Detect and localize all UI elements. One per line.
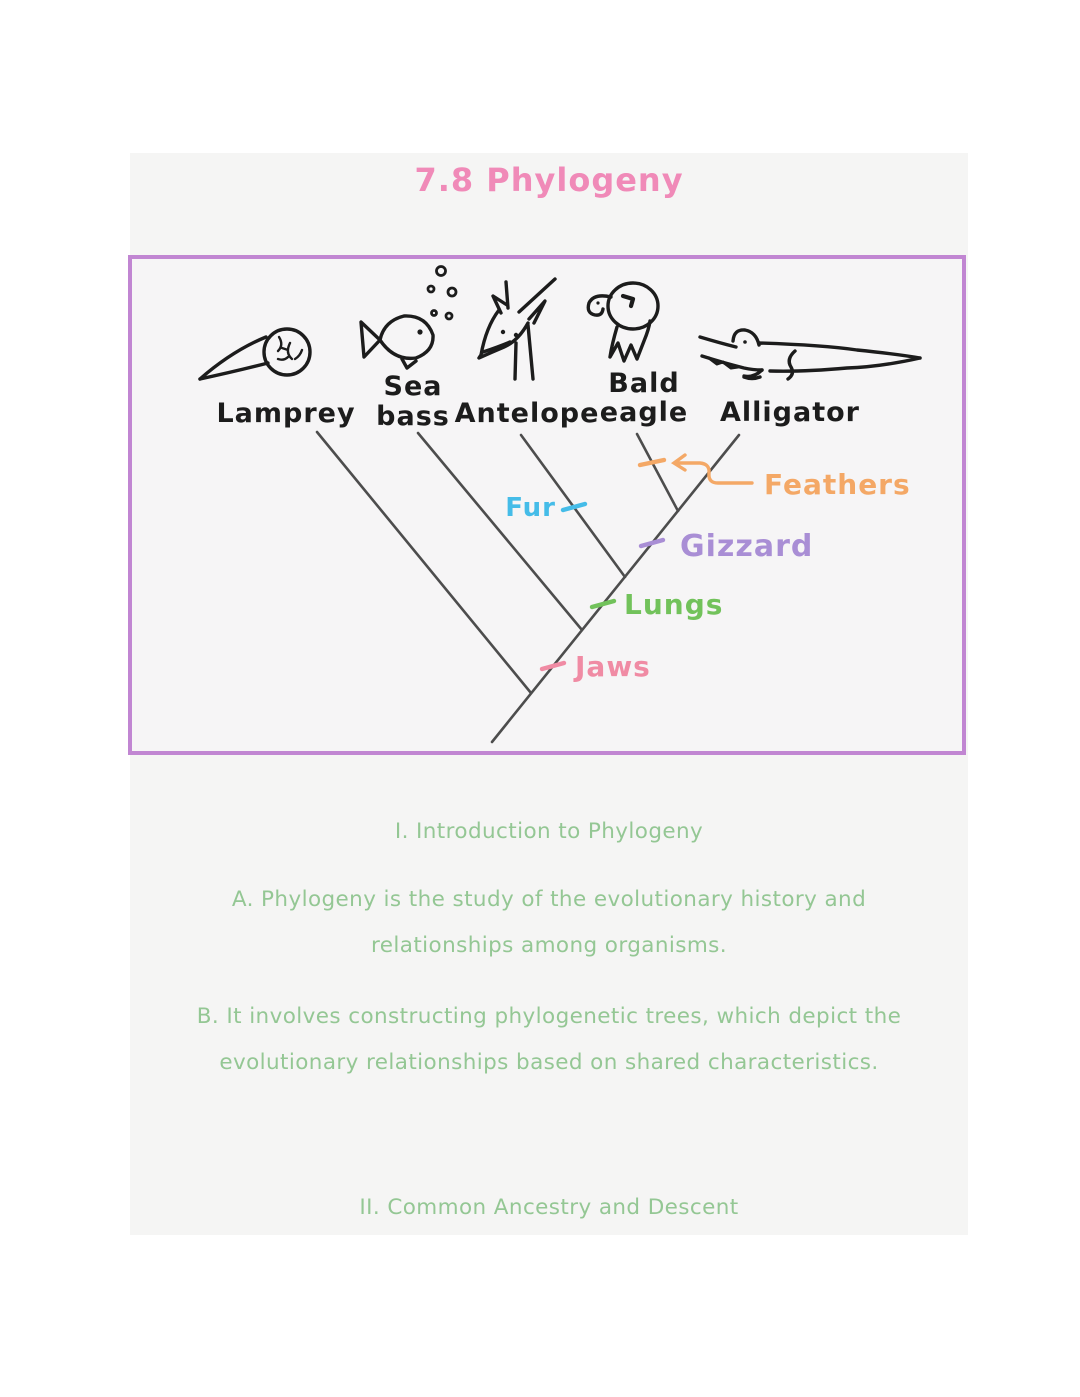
lungs-tick [592,601,614,607]
antelope-horn-right [519,279,555,312]
alligator-front-foot [744,370,762,379]
jaws-label: Jaws [575,650,651,683]
alligator-eye [743,340,747,344]
bald-eagle-label-line2: eagle [599,397,689,428]
note-point-b [130,994,968,1086]
fish-fin [402,359,416,368]
sea-bass-label-line1: Sea [383,371,443,402]
alligator-label: Alligator [720,397,860,428]
section-heading-1: I. Introduction to Phylogeny [394,819,704,844]
page-title: 7.8 Phylogeny [414,161,684,199]
fish-eye [417,329,422,334]
alligator-rear-leg [788,351,795,379]
antelope-neck [515,325,533,379]
note-point-a-line2: relationships among organisms. [370,933,727,958]
note-point-a-line1: A. Phylogeny is the study of the evolutionary history and [231,887,867,912]
lungs-label: Lungs [624,588,724,621]
bubbles [428,267,456,320]
antelope-drawing [479,279,555,379]
cladogram [132,259,962,751]
jaws-tick [542,663,564,669]
phylogeny-diagram-box [128,255,966,755]
alligator-back [759,343,920,358]
sea-bass-label-line2: bass [376,401,450,432]
antelope-ear-right [529,301,545,323]
sea-bass-drawing [361,267,456,369]
notes-content-area [130,153,968,1235]
lamprey-label: Lamprey [216,398,356,429]
antelope-eye-right [514,333,518,337]
alligator-drawing [700,330,920,379]
section-heading-2: II. Common Ancestry and Descent [359,1195,739,1220]
note-point-b-line2: evolutionary relationships based on shared characteristics. [219,1050,879,1075]
antelope-eye-left [501,330,505,334]
gizzard-label: Gizzard [680,529,814,564]
alligator-upper-jaw [700,337,736,347]
branch-sea-bass [418,433,582,630]
feathers-tick [640,460,664,465]
gizzard-tick [641,540,663,546]
eagle-nostril [596,301,599,304]
lamprey-mouth-detail [278,337,302,360]
note-point-a [130,877,968,969]
feathers-label: Feathers [764,468,911,501]
antelope-label: Antelope [454,398,600,429]
fish-tail [361,322,380,357]
alligator-teeth [709,358,738,368]
fur-tick [563,504,585,510]
branch-bald-eagle [637,434,678,511]
eagle-eye [623,296,633,306]
bald-eagle-label-line1: Bald [608,368,680,399]
lamprey-drawing [200,329,310,379]
branch-lamprey [317,432,531,693]
fish-body [380,316,433,358]
bald-eagle-drawing [588,283,658,361]
fur-label: Fur [505,493,556,523]
note-point-b-line1: B. It involves constructing phylogenetic trees, which depict the [196,1004,902,1029]
